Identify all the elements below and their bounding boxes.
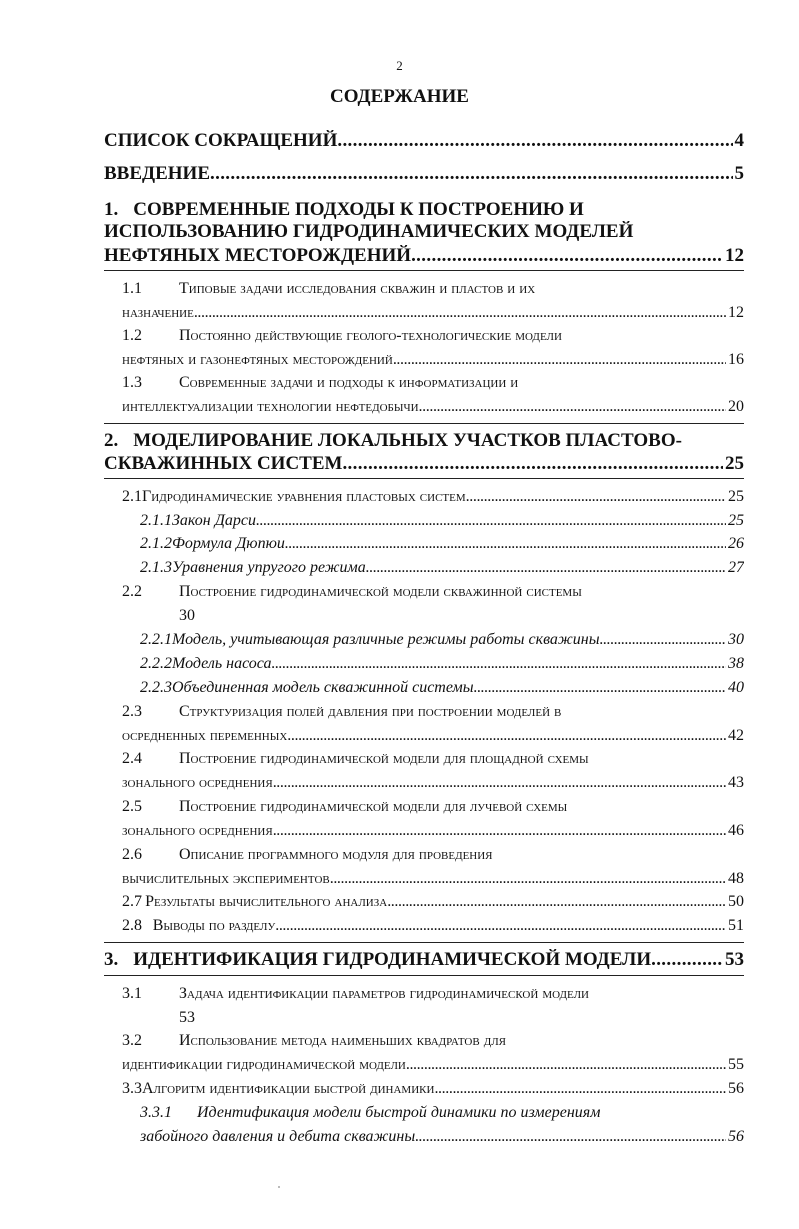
toc-section-1-1-line1[interactable] xyxy=(122,280,744,298)
leader-dots xyxy=(194,304,726,322)
toc-chapter-2-line2[interactable] xyxy=(104,453,744,475)
leader-dots xyxy=(287,727,726,745)
toc-entry-text: Уравнения упругого режима xyxy=(172,559,366,576)
toc-entry-text: Описание программного модуля для проведения xyxy=(179,846,493,863)
section-rule xyxy=(104,478,744,479)
toc-page: 50 xyxy=(728,893,744,910)
toc-page: 46 xyxy=(728,822,744,839)
toc-entry-text: Выводы по разделу xyxy=(152,917,276,934)
toc-page: 42 xyxy=(728,727,744,744)
toc-section-2-4-line2[interactable] xyxy=(122,774,744,792)
toc-number: 2.1.3 xyxy=(140,559,172,576)
leader-dots xyxy=(434,1080,726,1098)
toc-entry-text: Использование метода наименьших квадратов для xyxy=(179,1032,507,1049)
toc-number: 2. xyxy=(104,430,119,451)
toc-subsection-2-2-2[interactable] xyxy=(140,655,744,673)
leader-dots xyxy=(337,130,732,152)
toc-section-1-3-line2[interactable] xyxy=(122,398,744,416)
toc-entry-text: СПИСОК СОКРАЩЕНИЙ xyxy=(104,130,338,151)
scan-speck xyxy=(278,1186,280,1188)
toc-section-2-6-line1[interactable] xyxy=(122,846,744,864)
toc-section-2-1[interactable] xyxy=(122,488,744,506)
toc-number: 2.8 xyxy=(122,917,142,934)
toc-subsection-2-2-1[interactable] xyxy=(140,631,744,649)
toc-page: 40 xyxy=(728,679,744,696)
toc-page: 30 xyxy=(179,607,195,624)
toc-page: 43 xyxy=(728,774,744,791)
toc-chapter-1-line2[interactable] xyxy=(104,221,744,243)
toc-entry-text: СКВАЖИННЫХ СИСТЕМ xyxy=(104,453,343,474)
toc-entry-text: Объединенная модель скважинной системы xyxy=(172,679,474,696)
toc-entry-text: ВВЕДЕНИЕ xyxy=(104,163,210,184)
toc-number: 1.2 xyxy=(122,327,142,344)
toc-subsection-2-1-1[interactable] xyxy=(140,512,744,530)
toc-chapter-2-line1[interactable] xyxy=(104,430,744,452)
leader-dots xyxy=(342,453,723,475)
toc-number: 1. xyxy=(104,199,119,220)
toc-chapter-1-line3[interactable] xyxy=(104,245,744,267)
toc-page: 4 xyxy=(734,130,744,151)
toc-entry-text: зонального осреднения xyxy=(122,822,273,839)
toc-page: 25 xyxy=(725,453,744,474)
toc-entry-text: Гидродинамические уравнения пластовых систем xyxy=(142,488,466,505)
toc-entry-text: назначение xyxy=(122,304,194,321)
toc-section-3-2-line1[interactable] xyxy=(122,1032,744,1050)
section-rule xyxy=(104,423,744,424)
section-rule xyxy=(104,975,744,976)
toc-number: 1.1 xyxy=(122,280,142,297)
toc-subsection-3-3-1-line2[interactable] xyxy=(140,1128,744,1146)
toc-entry-text: Идентификация модели быстрой динамики по измерениям xyxy=(197,1104,601,1121)
toc-section-2-4-line1[interactable] xyxy=(122,750,744,768)
toc-entry-text: ИДЕНТИФИКАЦИЯ ГИДРОДИНАМИЧЕСКОЙ МОДЕЛИ xyxy=(133,949,652,970)
toc-entry-text: Структуризация полей давления при построении моделей в xyxy=(179,703,562,720)
toc-entry-text: МОДЕЛИРОВАНИЕ ЛОКАЛЬНЫХ УЧАСТКОВ ПЛАСТОВО- xyxy=(133,430,682,451)
toc-number: 2.1.1 xyxy=(140,512,172,529)
toc-entry-text: зонального осреднения xyxy=(122,774,273,791)
toc-number: 2.2 xyxy=(122,583,142,600)
toc-section-2-2-page[interactable] xyxy=(179,607,259,625)
toc-page: 16 xyxy=(728,351,744,368)
toc-number: 3.3.1 xyxy=(140,1104,172,1121)
leader-dots xyxy=(393,351,726,369)
toc-entry-text: Алгоритм идентификации быстрой динамики xyxy=(142,1080,435,1097)
toc-entry-text: НЕФТЯНЫХ МЕСТОРОЖДЕНИЙ xyxy=(104,245,412,266)
toc-section-2-5-line2[interactable] xyxy=(122,822,744,840)
toc-chapter-1-line1[interactable] xyxy=(104,199,744,221)
toc-chapter-3[interactable] xyxy=(104,949,744,971)
toc-entry-text: Типовые задачи исследования скважин и пластов и их xyxy=(179,280,536,297)
toc-page: 5 xyxy=(734,163,744,184)
toc-page: 26 xyxy=(728,535,744,552)
leader-dots xyxy=(474,679,726,697)
page-title: СОДЕРЖАНИЕ xyxy=(330,86,469,107)
toc-entry-text: Современные задачи и подходы к информатизации и xyxy=(179,374,519,391)
leader-dots xyxy=(466,488,726,506)
toc-page: 48 xyxy=(728,870,744,887)
toc-page: 38 xyxy=(728,655,744,672)
toc-entry-text: Построение гидродинамической модели для лучевой схемы xyxy=(179,798,568,815)
toc-section-3-2-line2[interactable] xyxy=(122,1056,744,1074)
toc-page: 25 xyxy=(728,512,744,529)
toc-entry-text: нефтяных и газонефтяных месторождений xyxy=(122,351,393,368)
toc-entry-text: Формула Дюпюи xyxy=(172,535,285,552)
toc-entry-text: Построение гидродинамической модели для площадной схемы xyxy=(179,750,589,767)
toc-number: 3.2 xyxy=(122,1032,142,1049)
toc-number: 1.3 xyxy=(122,374,142,391)
toc-section-3-1-page[interactable] xyxy=(179,1009,259,1027)
toc-entry-text: Результаты вычислительного анализа xyxy=(145,893,388,910)
toc-number: 2.6 xyxy=(122,846,142,863)
toc-number: 2.5 xyxy=(122,798,142,815)
toc-number: 2.2.1 xyxy=(140,631,172,648)
toc-subsection-2-1-3[interactable] xyxy=(140,559,744,577)
toc-entry-text: Закон Дарси xyxy=(172,512,257,529)
toc-section-3-1-line1[interactable] xyxy=(122,985,744,1003)
leader-dots xyxy=(411,245,723,267)
toc-entry-text: Постоянно действующие геолого-технологические модели xyxy=(179,327,562,344)
leader-dots xyxy=(415,1128,726,1146)
toc-entry-text: Модель, учитывающая различные режимы работы скважины xyxy=(172,631,600,648)
leader-dots xyxy=(406,1056,726,1074)
toc-page: 56 xyxy=(728,1128,744,1145)
toc-entry-text: Построение гидродинамической модели скважинной системы xyxy=(179,583,582,600)
toc-entry-text: интеллектуализации технологии нефтедобычи xyxy=(122,398,419,415)
toc-entry-text: осредненных переменных xyxy=(122,727,288,744)
toc-number: 3.3 xyxy=(122,1080,142,1097)
toc-page: 51 xyxy=(728,917,744,934)
toc-page: 30 xyxy=(728,631,744,648)
toc-page: 12 xyxy=(725,245,744,266)
toc-section-1-1-line2[interactable] xyxy=(122,304,744,322)
toc-subsection-3-3-1-line1[interactable] xyxy=(140,1104,744,1122)
toc-entry-introduction[interactable] xyxy=(104,163,744,185)
leader-dots xyxy=(419,398,726,416)
toc-number: 2.1 xyxy=(122,488,142,505)
toc-page: 56 xyxy=(728,1080,744,1097)
toc-page: 27 xyxy=(728,559,744,576)
toc-number: 3.1 xyxy=(122,985,142,1002)
leader-dots xyxy=(285,535,726,553)
leader-dots xyxy=(600,631,726,649)
toc-subsection-2-1-2[interactable] xyxy=(140,535,744,553)
toc-number: 2.3 xyxy=(122,703,142,720)
toc-section-3-3[interactable] xyxy=(122,1080,744,1098)
leader-dots xyxy=(256,512,726,530)
toc-page: 53 xyxy=(725,949,744,970)
toc-number: 2.2.3 xyxy=(140,679,172,696)
leader-dots xyxy=(330,870,726,888)
toc-section-2-3-line1[interactable] xyxy=(122,703,744,721)
toc-page: 20 xyxy=(728,398,744,415)
toc-section-2-7[interactable] xyxy=(122,893,744,911)
toc-entry-text: Задача идентификации параметров гидродинамической модели xyxy=(179,985,589,1002)
toc-section-2-5-line1[interactable] xyxy=(122,798,744,816)
toc-page: 12 xyxy=(728,304,744,321)
toc-number: 2.7 xyxy=(122,893,142,910)
leader-dots xyxy=(366,559,726,577)
toc-section-1-3-line1[interactable] xyxy=(122,374,744,392)
toc-entry-text: идентификации гидродинамической модели xyxy=(122,1056,406,1073)
toc-section-2-6-line2[interactable] xyxy=(122,870,744,888)
toc-number: 2.4 xyxy=(122,750,142,767)
toc-number: 2.2.2 xyxy=(140,655,172,672)
toc-entry-text: забойного давления и дебита скважины xyxy=(140,1128,416,1145)
toc-number: 2.1.2 xyxy=(140,535,172,552)
toc-number: 3. xyxy=(104,949,119,970)
leader-dots xyxy=(273,822,726,840)
page-number: 2 xyxy=(396,58,403,73)
leader-dots xyxy=(275,917,726,935)
leader-dots xyxy=(210,163,733,185)
toc-page: 25 xyxy=(728,488,744,505)
toc-entry-text: Модель насоса xyxy=(172,655,272,672)
leader-dots xyxy=(651,949,723,971)
toc-entry-text: вычислительных экспериментов xyxy=(122,870,330,887)
toc-subsection-2-2-3[interactable] xyxy=(140,679,744,697)
toc-section-1-2-line1[interactable] xyxy=(122,327,744,345)
toc-entry-abbreviations[interactable] xyxy=(104,130,744,152)
toc-page: 55 xyxy=(728,1056,744,1073)
leader-dots xyxy=(273,774,726,792)
toc-section-2-8[interactable] xyxy=(122,917,744,935)
leader-dots xyxy=(271,655,726,673)
toc-section-1-2-line2[interactable] xyxy=(122,351,744,369)
section-rule xyxy=(104,942,744,943)
toc-entry-text: СОВРЕМЕННЫЕ ПОДХОДЫ К ПОСТРОЕНИЮ И xyxy=(133,199,584,220)
toc-entry-text: ИСПОЛЬЗОВАНИЮ ГИДРОДИНАМИЧЕСКИХ МОДЕЛЕЙ xyxy=(104,221,634,242)
toc-section-2-2-line1[interactable] xyxy=(122,583,744,601)
section-rule xyxy=(104,270,744,271)
toc-page: 53 xyxy=(179,1009,195,1026)
leader-dots xyxy=(387,893,726,911)
toc-section-2-3-line2[interactable] xyxy=(122,727,744,745)
